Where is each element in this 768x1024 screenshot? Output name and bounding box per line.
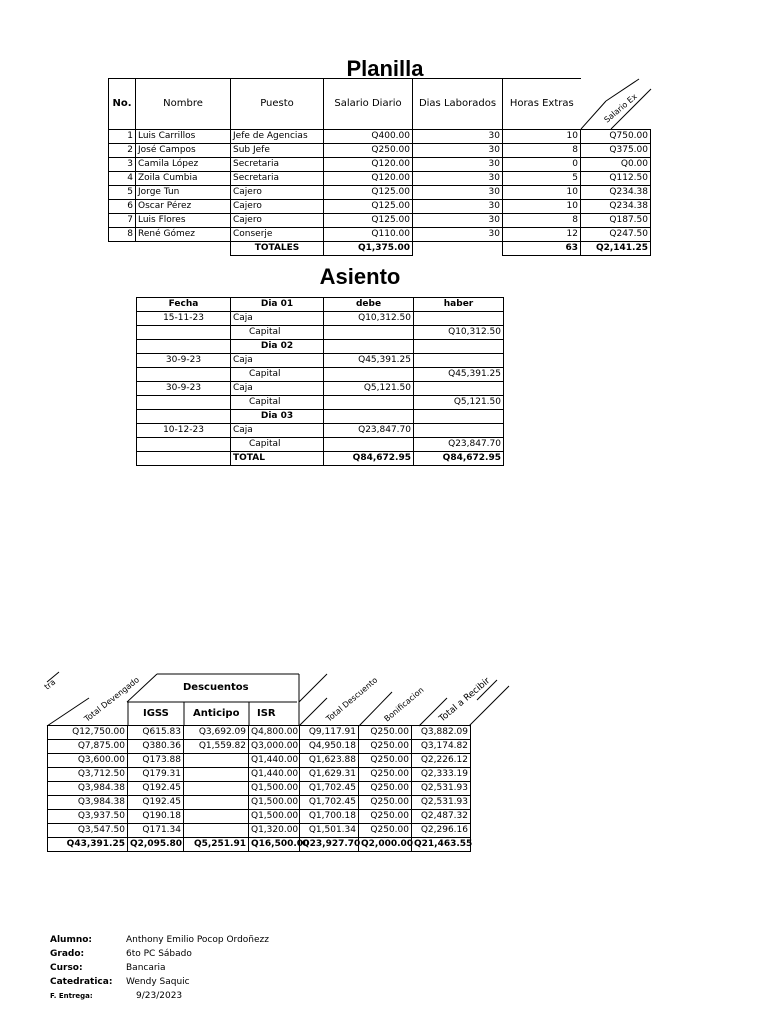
cell-extra: Q750.00: [581, 130, 651, 144]
cell-no: 2: [109, 144, 136, 158]
cell-dev: Q7,875.00: [48, 740, 128, 754]
table-row: [137, 340, 504, 354]
cell-nombre: Luis Carrillos: [136, 130, 231, 144]
cell-nombre: Luis Flores: [136, 214, 231, 228]
cell-salario: Q400.00: [324, 130, 413, 144]
asiento-total-blank: [137, 452, 231, 466]
planilla-total-salario: Q1,375.00: [324, 242, 413, 256]
cell-dev: Q12,750.00: [48, 726, 128, 740]
cell-dias: 30: [413, 130, 503, 144]
desc-total-recibir: Q21,463.55: [412, 838, 471, 852]
cell-nombre: René Gómez: [136, 228, 231, 242]
cell-debe: [324, 396, 414, 410]
asiento-total-haber: Q84,672.95: [414, 452, 504, 466]
cell-tdesc: Q1,702.45: [300, 796, 359, 810]
cell-debe: Q23,847.70: [324, 424, 414, 438]
cell-tdesc: Q1,629.31: [300, 768, 359, 782]
cell-nombre: Zoila Cumbia: [136, 172, 231, 186]
cell-dev: Q3,984.38: [48, 796, 128, 810]
cell-bono: Q250.00: [359, 740, 412, 754]
cell-salario: Q120.00: [324, 172, 413, 186]
cell-haber: Q10,312.50: [414, 326, 504, 340]
table-row: [137, 354, 504, 368]
table-row: [48, 768, 471, 782]
cell-isr: Q1,500.00: [249, 782, 300, 796]
cell-recibir: Q3,882.09: [412, 726, 471, 740]
cell-no: 1: [109, 130, 136, 144]
cell-fecha: 30-9-23: [137, 382, 231, 396]
cell-haber: [414, 424, 504, 438]
cell-horas: 10: [503, 130, 581, 144]
cell-haber: [414, 354, 504, 368]
cell-extra: Q234.38: [581, 200, 651, 214]
cell-tdesc: Q1,501.34: [300, 824, 359, 838]
cell-horas: 5: [503, 172, 581, 186]
table-row: [137, 424, 504, 438]
cell-extra: Q0.00: [581, 158, 651, 172]
table-row: [137, 312, 504, 326]
total-devengado-label: Total Devengado: [82, 675, 142, 724]
cell-haber: [414, 340, 504, 354]
cell-haber: Q23,847.70: [414, 438, 504, 452]
descuentos-header-diagonals: [42, 670, 517, 726]
cell-bono: Q250.00: [359, 782, 412, 796]
planilla-total-horas: 63: [503, 242, 581, 256]
cell-puesto: Conserje: [231, 228, 324, 242]
cell-no: 7: [109, 214, 136, 228]
cell-extra: Q375.00: [581, 144, 651, 158]
cell-haber: [414, 410, 504, 424]
cell-horas: 10: [503, 186, 581, 200]
cell-fecha: 15-11-23: [137, 312, 231, 326]
cell-dev: Q3,712.50: [48, 768, 128, 782]
cell-extra: Q247.50: [581, 228, 651, 242]
cell-debe: [324, 340, 414, 354]
cell-puesto: Cajero: [231, 186, 324, 200]
table-row: [137, 368, 504, 382]
table-row: [109, 172, 651, 186]
cell-tdesc: Q1,700.18: [300, 810, 359, 824]
anticipo-label: Anticipo: [193, 708, 240, 719]
table-row: [48, 726, 471, 740]
cell-anticipo: [184, 754, 249, 768]
cell-fecha: [137, 340, 231, 354]
col-header-no: No.: [109, 79, 136, 130]
cell-isr: Q4,800.00: [249, 726, 300, 740]
extra-partial-label: tra: [42, 677, 58, 692]
cell-recibir: Q2,487.32: [412, 810, 471, 824]
cell-bono: Q250.00: [359, 824, 412, 838]
table-row: [48, 824, 471, 838]
cell-anticipo: Q3,692.09: [184, 726, 249, 740]
cell-isr: Q1,440.00: [249, 768, 300, 782]
cell-anticipo: [184, 782, 249, 796]
asiento-header-fecha: Fecha: [137, 298, 231, 312]
cell-isr: Q1,500.00: [249, 810, 300, 824]
cell-nombre: Jorge Tun: [136, 186, 231, 200]
cell-cuenta: Capital: [231, 438, 324, 452]
planilla-table: [108, 78, 651, 256]
cell-salario: Q110.00: [324, 228, 413, 242]
cell-cuenta: Caja: [231, 382, 324, 396]
cell-cuenta: Caja: [231, 354, 324, 368]
table-row: [137, 438, 504, 452]
cell-horas: 8: [503, 144, 581, 158]
planilla-totals-label: TOTALES: [231, 242, 324, 256]
cell-tdesc: Q1,702.45: [300, 782, 359, 796]
cell-horas: 10: [503, 200, 581, 214]
cell-puesto: Secretaria: [231, 158, 324, 172]
cell-horas: 8: [503, 214, 581, 228]
table-row: [137, 396, 504, 410]
cell-igss: Q173.88: [128, 754, 184, 768]
cell-bono: Q250.00: [359, 796, 412, 810]
cell-extra: Q234.38: [581, 186, 651, 200]
cell-puesto: Sub Jefe: [231, 144, 324, 158]
cell-puesto: Cajero: [231, 200, 324, 214]
cell-dev: Q3,937.50: [48, 810, 128, 824]
cell-igss: Q190.18: [128, 810, 184, 824]
table-row: [109, 200, 651, 214]
cell-dias: 30: [413, 200, 503, 214]
cell-dias: 30: [413, 214, 503, 228]
cell-debe: [324, 438, 414, 452]
table-row: [109, 186, 651, 200]
cell-salario: Q125.00: [324, 214, 413, 228]
cell-cuenta: Capital: [231, 396, 324, 410]
cell-anticipo: [184, 810, 249, 824]
diagonal-header-salario-extra: [581, 79, 651, 129]
table-row: [48, 740, 471, 754]
table-row: [109, 130, 651, 144]
asiento-header-haber: haber: [414, 298, 504, 312]
cell-no: 4: [109, 172, 136, 186]
cell-no: 3: [109, 158, 136, 172]
table-row: [109, 228, 651, 242]
cell-fecha: [137, 410, 231, 424]
cell-bono: Q250.00: [359, 726, 412, 740]
cell-dev: Q3,984.38: [48, 782, 128, 796]
cell-bono: Q250.00: [359, 754, 412, 768]
table-row: [109, 158, 651, 172]
cell-recibir: Q2,531.93: [412, 782, 471, 796]
cell-haber: Q45,391.25: [414, 368, 504, 382]
descuentos-table: [47, 725, 471, 852]
cell-debe: [324, 326, 414, 340]
cell-cuenta: Caja: [231, 424, 324, 438]
desc-total-isr: Q16,500.00: [249, 838, 300, 852]
cell-bono: Q250.00: [359, 768, 412, 782]
cell-no: 6: [109, 200, 136, 214]
curso-label: Curso:: [50, 963, 83, 973]
cell-isr: Q1,320.00: [249, 824, 300, 838]
table-row: [137, 326, 504, 340]
cell-nombre: Oscar Pérez: [136, 200, 231, 214]
table-row: [48, 796, 471, 810]
table-row: [48, 754, 471, 768]
alumno-value: Anthony Emilio Pocop Ordoñezz: [126, 935, 269, 945]
cell-igss: Q615.83: [128, 726, 184, 740]
cell-isr: Q1,440.00: [249, 754, 300, 768]
cell-fecha: 30-9-23: [137, 354, 231, 368]
cell-tdesc: Q1,623.88: [300, 754, 359, 768]
asiento-table: [136, 297, 504, 466]
desc-total-bonificacion: Q2,000.00: [359, 838, 412, 852]
col-header-salario-extra: [581, 79, 651, 130]
col-header-nombre: Nombre: [136, 79, 231, 130]
col-header-horas-extras: Horas Extras: [503, 79, 581, 130]
cell-anticipo: [184, 824, 249, 838]
cell-puesto: Jefe de Agencias: [231, 130, 324, 144]
cell-extra: Q112.50: [581, 172, 651, 186]
cell-dev: Q3,600.00: [48, 754, 128, 768]
table-row: [137, 410, 504, 424]
cell-debe: Q5,121.50: [324, 382, 414, 396]
cell-dias: 30: [413, 228, 503, 242]
asiento-title: Asiento: [319, 264, 401, 289]
grado-label: Grado:: [50, 949, 85, 959]
cell-igss: Q171.34: [128, 824, 184, 838]
total-descuento-label: Total Descuento: [324, 675, 380, 724]
cell-salario: Q125.00: [324, 186, 413, 200]
cell-igss: Q380.36: [128, 740, 184, 754]
cell-cuenta: Caja: [231, 312, 324, 326]
cell-haber: Q5,121.50: [414, 396, 504, 410]
table-row: [48, 782, 471, 796]
descuentos-label: Descuentos: [183, 682, 249, 693]
igss-label: IGSS: [143, 708, 169, 719]
cell-puesto: Secretaria: [231, 172, 324, 186]
entrega-label: F. Entrega:: [50, 992, 93, 1000]
salario-extra-rotated-label: Salario Ex: [602, 91, 639, 125]
col-header-salario-diario: Salario Diario: [324, 79, 413, 130]
cell-haber: [414, 312, 504, 326]
table-row: [48, 810, 471, 824]
cell-fecha: [137, 438, 231, 452]
cell-salario: Q120.00: [324, 158, 413, 172]
cell-isr: Q3,000.00: [249, 740, 300, 754]
cell-fecha: [137, 326, 231, 340]
cell-dias: 30: [413, 186, 503, 200]
cell-fecha: [137, 396, 231, 410]
desc-total-anticipo: Q5,251.91: [184, 838, 249, 852]
cell-horas: 12: [503, 228, 581, 242]
entrega-value: 9/23/2023: [136, 991, 183, 1001]
col-header-puesto: Puesto: [231, 79, 324, 130]
table-row: [109, 214, 651, 228]
asiento-header-dia01: Dia 01: [231, 298, 324, 312]
cell-no: 5: [109, 186, 136, 200]
isr-label: ISR: [257, 708, 276, 719]
col-header-dias-laborados: Dias Laborados: [413, 79, 503, 130]
cell-tdesc: Q9,117.91: [300, 726, 359, 740]
cell-igss: Q192.45: [128, 782, 184, 796]
cell-igss: Q179.31: [128, 768, 184, 782]
desc-total-descuento: Q23,927.70: [300, 838, 359, 852]
asiento-total-debe: Q84,672.95: [324, 452, 414, 466]
grado-value: 6to PC Sábado: [126, 949, 192, 959]
planilla-total-extra: Q2,141.25: [581, 242, 651, 256]
cell-anticipo: Q1,559.82: [184, 740, 249, 754]
cell-recibir: Q2,531.93: [412, 796, 471, 810]
cell-nombre: Camila López: [136, 158, 231, 172]
cell-cuenta: Dia 03: [231, 410, 324, 424]
bonificacion-label: Bonificacion: [382, 685, 426, 724]
cell-salario: Q250.00: [324, 144, 413, 158]
cell-dias: 30: [413, 144, 503, 158]
curso-value: Bancaria: [126, 963, 166, 973]
cell-recibir: Q2,296.16: [412, 824, 471, 838]
cell-debe: Q10,312.50: [324, 312, 414, 326]
alumno-label: Alumno:: [50, 935, 93, 945]
cell-cuenta: Capital: [231, 368, 324, 382]
catedratica-label: Catedratica:: [50, 977, 113, 987]
cell-recibir: Q2,226.12: [412, 754, 471, 768]
cell-debe: Q45,391.25: [324, 354, 414, 368]
catedratica-value: Wendy Saquic: [126, 977, 190, 987]
desc-total-devengado: Q43,391.25: [48, 838, 128, 852]
cell-dias: 30: [413, 158, 503, 172]
planilla-title: Planilla: [346, 56, 424, 81]
cell-horas: 0: [503, 158, 581, 172]
cell-fecha: 10-12-23: [137, 424, 231, 438]
cell-haber: [414, 382, 504, 396]
cell-puesto: Cajero: [231, 214, 324, 228]
cell-anticipo: [184, 768, 249, 782]
table-row: [137, 382, 504, 396]
cell-debe: [324, 410, 414, 424]
cell-dev: Q3,547.50: [48, 824, 128, 838]
asiento-total-label: TOTAL: [231, 452, 324, 466]
cell-tdesc: Q4,950.18: [300, 740, 359, 754]
cell-dias: 30: [413, 172, 503, 186]
cell-recibir: Q3,174.82: [412, 740, 471, 754]
cell-cuenta: Dia 02: [231, 340, 324, 354]
cell-extra: Q187.50: [581, 214, 651, 228]
cell-recibir: Q2,333.19: [412, 768, 471, 782]
cell-isr: Q1,500.00: [249, 796, 300, 810]
asiento-header-debe: debe: [324, 298, 414, 312]
cell-nombre: José Campos: [136, 144, 231, 158]
cell-igss: Q192.45: [128, 796, 184, 810]
cell-salario: Q125.00: [324, 200, 413, 214]
desc-total-igss: Q2,095.80: [128, 838, 184, 852]
cell-bono: Q250.00: [359, 810, 412, 824]
cell-debe: [324, 368, 414, 382]
cell-cuenta: Capital: [231, 326, 324, 340]
cell-anticipo: [184, 796, 249, 810]
cell-fecha: [137, 368, 231, 382]
table-row: [109, 144, 651, 158]
cell-no: 8: [109, 228, 136, 242]
total-recibir-label: Total a Recibir: [437, 676, 493, 725]
